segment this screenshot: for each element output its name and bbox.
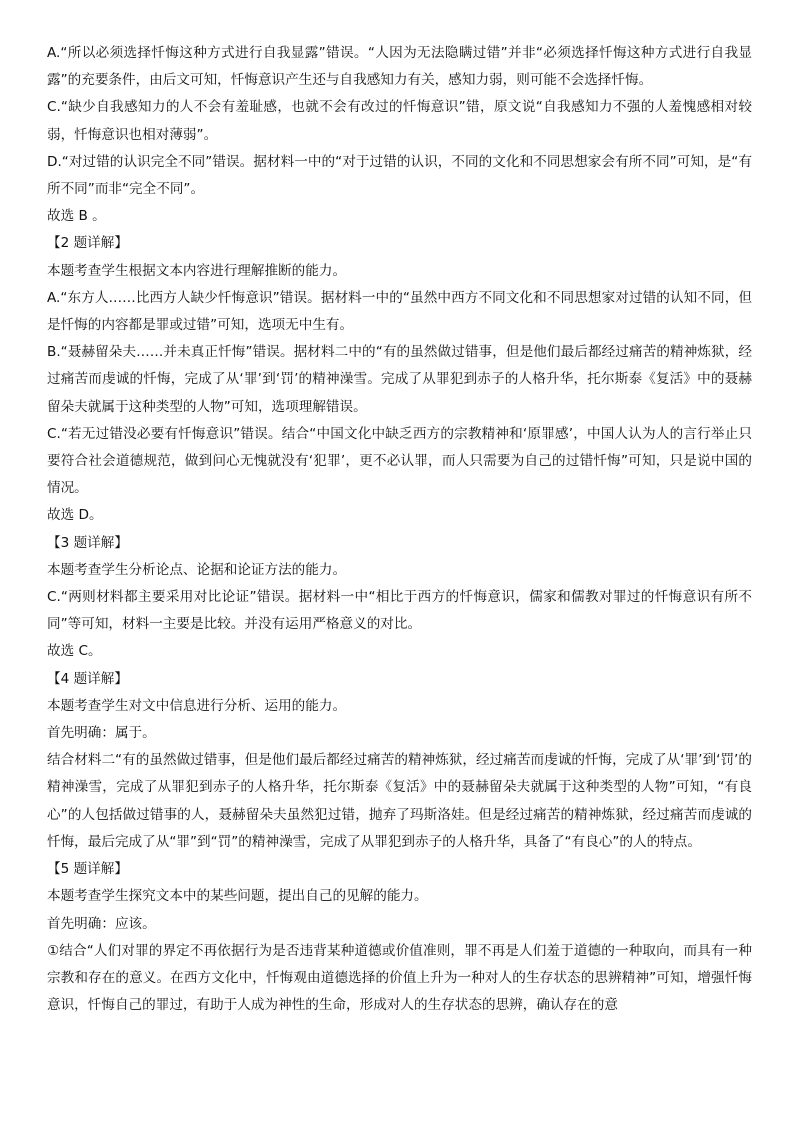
analysis-option-c: C.“缺少自我感知力的人不会有羞耻感，也就不会有改过的忏悔意识”错，原文说“自我感知力不强的人羞愧感相对较弱，忏悔意识也相对薄弱”。 bbox=[47, 99, 752, 143]
analysis-option-c: C.“若无过错没必要有忏悔意识”错误。结合“中国文化中缺乏西方的宗教精神和‘原罪感’，中国人认为人的言行举止只要符合社会道德规范，做到问心无愧就没有‘犯罪’，更不必认罪，而人只需要为自己的过错忏悔”可知，只是说中国的情况。 bbox=[47, 425, 752, 497]
section-heading-4: 【4 题详解】 bbox=[47, 670, 128, 687]
analysis-option-d: D.“对过错的认识完全不同”错误。据材料一中的“对于过错的认识，不同的文化和不同思想家会有所不同”可知，是“有所不同”而非“完全不同”。 bbox=[47, 153, 752, 198]
section-heading-5: 【5 题详解】 bbox=[47, 861, 128, 878]
answer-statement: 首先明确：属于。 bbox=[47, 725, 156, 742]
section-intro: 本题考查学生对文中信息进行分析、运用的能力。 bbox=[47, 697, 347, 714]
answer-line: 故选 C。 bbox=[47, 643, 102, 660]
analysis-option-a: A.“所以必须选择忏悔这种方式进行自我显露”错误。“人因为无法隐瞒过错”并非“必须选择忏悔这种方式进行自我显露”的充要条件，由后文可知，忏悔意识产生还与自我感知力有关，感知力弱，则可能不会选择忏悔。 bbox=[47, 45, 752, 89]
answer-line: 故选 D。 bbox=[47, 507, 103, 524]
answer-line: 故选 B 。 bbox=[47, 208, 106, 225]
analysis-option-c: C.“两则材料都主要采用对比论证”错误。据材料一中“相比于西方的忏悔意识，儒家和儒教对罪过的忏悔意识有所不同”等可知，材料一主要是比较。并没有运用严格意义的对比。 bbox=[47, 589, 752, 633]
analysis-paragraph: 结合材料二“有的虽然做过错事，但是他们最后都经过痛苦的精神炼狱，经过痛苦而虔诚的忏悔，完成了从‘罪’到‘罚’的精神澡雪，完成了从罪犯到赤子的人格升华，托尔斯泰《复活》中的聂赫留朵夫就属于这种类型的人物”可知，“有良心”的人包括做过错事的人，聂赫留朵夫虽然犯过错，抛弃了玛斯洛娃。但是经过痛苦的精神炼狱，经过痛苦而虔诚的忏悔，最后完成了从“罪”到“罚”的精神澡雪，完成了从罪犯到赤子的人格升华，具备了“有良心”的人的特点。 bbox=[47, 752, 752, 850]
section-intro: 本题考查学生根据文本内容进行理解推断的能力。 bbox=[47, 262, 347, 279]
answer-statement: 首先明确：应该。 bbox=[47, 915, 156, 932]
section-heading-3: 【3 题详解】 bbox=[47, 534, 128, 551]
analysis-option-b: B.“聂赫留朵夫……并未真正忏悔”错误。据材料二中的“有的虽然做过错事，但是他们最后都经过痛苦的精神炼狱，经过痛苦而虔诚的忏悔，完成了从‘罪’到‘罚’的精神澡雪。完成了从罪犯到赤子的人格升华，托尔斯泰《复活》中的聂赫留朵夫就属于这种类型的人物”可知，选项理解错误。 bbox=[47, 344, 752, 415]
section-intro: 本题考查学生探究文本中的某些问题，提出自己的见解的能力。 bbox=[47, 888, 428, 905]
section-intro: 本题考查学生分析论点、论据和论证方法的能力。 bbox=[47, 561, 347, 578]
analysis-paragraph: ①结合“人们对罪的界定不再依据行为是否违背某种道德或价值准则，罪不再是人们羞于道德的一种取向，而具有一种宗教和存在的意义。在西方文化中，忏悔观由道德选择的价值上升为一种对人的生存状态的思辨精神”可知，增强忏悔意识，忏悔自己的罪过，有助于人成为神性的生命，形成对人的生存状态的思辨，确认存在的意 bbox=[47, 942, 752, 1014]
analysis-option-a: A.“东方人……比西方人缺少忏悔意识”错误。据材料一中的“虽然中西方不同文化和不同思想家对过错的认知不同，但是忏悔的内容都是罪或过错”可知，选项无中生有。 bbox=[47, 289, 752, 334]
section-heading-2: 【2 题详解】 bbox=[47, 235, 128, 252]
